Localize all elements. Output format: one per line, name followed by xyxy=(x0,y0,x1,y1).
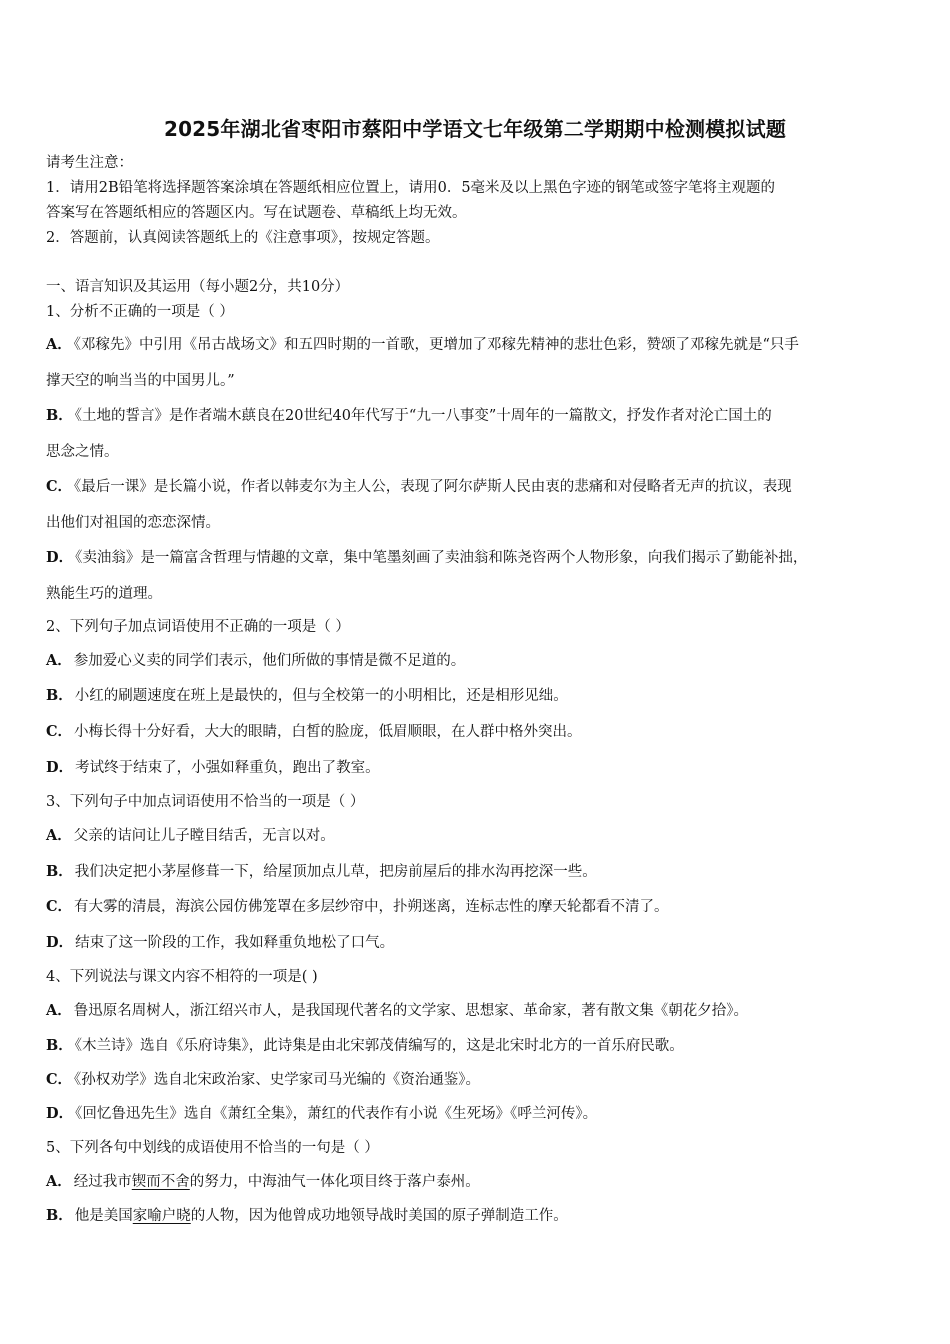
question-2-option-c xyxy=(46,722,582,742)
question-5-option-a xyxy=(46,1172,480,1192)
question-1-option-c xyxy=(46,477,792,497)
option-text: 结束了这一阶段的工作，我如释重负地松了口气。 xyxy=(75,935,395,951)
option-label: D． xyxy=(46,1105,74,1122)
underlined-idiom: 锲而不舍 xyxy=(131,1174,190,1190)
question-2-stem: 2、下列句子加点词语使用不正确的一项是（ ） xyxy=(46,619,350,635)
option-text: 参加爱心义卖的同学们表示，他们所做的事情是微不足道的。 xyxy=(73,653,466,669)
option-label: A． xyxy=(46,827,72,844)
question-2-option-a xyxy=(46,651,465,671)
option-label: D． xyxy=(46,934,74,951)
question-3-option-c xyxy=(46,897,669,917)
option-text: 《卖油翁》是一篇富含哲理与情趣的文章，集中笔墨刻画了卖油翁和陈尧咨两个人物形象，向我们揭示了勤能补拙， xyxy=(75,550,808,566)
option-text: 小红的刷题速度在班上是最快的，但与全校第一的小明相比，还是相形见绌。 xyxy=(74,688,568,704)
option-label: B． xyxy=(46,863,73,880)
option-text: 《木兰诗》选自《乐府诗集》，此诗集是由北宋郭茂倩编写的，这是北宋时北方的一首乐府民歌。 xyxy=(74,1038,684,1054)
option-label: A． xyxy=(46,1002,72,1019)
question-5-stem: 5、下列各句中划线的成语使用不恰当的一句是（ ） xyxy=(46,1140,379,1156)
option-text: 《邓稼先》中引用《吊古战场文》和五四时期的一首歌，更增加了邓稼先精神的悲壮色彩，赞颂了邓稼先就是“只手 xyxy=(73,337,799,353)
question-2-option-b xyxy=(46,686,568,706)
question-4-option-a xyxy=(46,1001,748,1021)
question-1-option-c-cont: 出他们对祖国的恋恋深情。 xyxy=(46,515,220,531)
question-4-option-d xyxy=(46,1104,597,1124)
question-1-option-b xyxy=(46,406,772,426)
option-label: A． xyxy=(46,652,72,669)
question-5-option-b xyxy=(46,1206,568,1226)
page-title: 2025年湖北省枣阳市蔡阳中学语文七年级第二学期期中检测模拟试题 xyxy=(163,117,787,141)
option-label: C． xyxy=(46,478,73,495)
option-text: 《回忆鲁迅先生》选自《萧红全集》，萧红的代表作有小说《生死场》《呼兰河传》。 xyxy=(75,1106,598,1122)
option-text: 《孙权劝学》选自北宋政治家、史学家司马光编的《资治通鉴》。 xyxy=(74,1072,481,1088)
question-1-option-a xyxy=(46,335,799,355)
option-label: D． xyxy=(46,549,74,566)
notice-item-1-line-1: 1．请用2B铅笔将选择题答案涂填在答题纸相应位置上，请用0．5毫米及以上黑色字迹的钢笔或签字笔将主观题的 xyxy=(46,180,776,196)
question-4-stem: 4、下列说法与课文内容不相符的一项是( ) xyxy=(46,969,318,985)
option-text-pre: 他是美国 xyxy=(74,1208,133,1224)
option-text-pre: 经过我市 xyxy=(73,1174,132,1190)
question-3-option-a xyxy=(46,826,335,846)
question-1-option-b-cont: 思念之情。 xyxy=(46,444,119,460)
question-2-option-d xyxy=(46,758,380,778)
option-text: 父亲的诘问让儿子瞠目结舌，无言以对。 xyxy=(73,828,335,844)
question-1-option-a-cont: 撑天空的响当当的中国男儿。” xyxy=(46,373,235,389)
option-label: A． xyxy=(46,336,72,353)
option-text: 有大雾的清晨，海滨公园仿佛笼罩在多层纱帘中，扑朔迷离，连标志性的摩天轮都看不清了。 xyxy=(74,899,669,915)
section-heading: 一、语言知识及其运用（每小题2分，共10分） xyxy=(46,279,350,295)
question-1-option-d xyxy=(46,548,807,568)
option-label: C． xyxy=(46,1071,73,1088)
option-label: B． xyxy=(46,1037,73,1054)
option-text: 《最后一课》是长篇小说，作者以韩麦尔为主人公，表现了阿尔萨斯人民由衷的悲痛和对侵略者无声的抗议，表现 xyxy=(74,479,792,495)
question-3-option-d xyxy=(46,933,394,953)
option-label: C． xyxy=(46,723,73,740)
question-4-option-b xyxy=(46,1036,684,1056)
question-4-option-c xyxy=(46,1070,480,1090)
question-1-stem: 1、分析不正确的一项是（ ） xyxy=(46,304,234,320)
option-text-post: 的人物，因为他曾成功地领导战时美国的原子弹制造工作。 xyxy=(190,1208,568,1224)
option-text: 考试终于结束了，小强如释重负，跑出了教室。 xyxy=(75,760,380,776)
option-text: 《土地的誓言》是作者端木蕻良在20世纪40年代写于“九一八事变”十周年的一篇散文，抒发作者对沦亡国土的 xyxy=(74,408,772,424)
option-text: 我们决定把小茅屋修葺一下，给屋顶加点儿草，把房前屋后的排水沟再挖深一些。 xyxy=(74,864,597,880)
question-1-option-d-cont: 熟能生巧的道理。 xyxy=(46,586,162,602)
option-label: C． xyxy=(46,898,73,915)
notice-item-1-line-2: 答案写在答题纸相应的答题区内。写在试题卷、草稿纸上均无效。 xyxy=(46,205,467,221)
question-3-stem: 3、下列句子中加点词语使用不恰当的一项是（ ） xyxy=(46,794,365,810)
question-3-option-b xyxy=(46,862,597,882)
option-label: A． xyxy=(46,1173,72,1190)
option-label: B． xyxy=(46,407,73,424)
option-label: D． xyxy=(46,759,74,776)
option-text: 小梅长得十分好看，大大的眼睛，白皙的脸庞，低眉顺眼，在人群中格外突出。 xyxy=(74,724,582,740)
option-label: B． xyxy=(46,687,73,704)
notice-heading: 请考生注意： xyxy=(46,155,133,171)
option-text: 鲁迅原名周树人，浙江绍兴市人，是我国现代著名的文学家、思想家、革命家，著有散文集《朝花夕拾》。 xyxy=(73,1003,749,1019)
underlined-idiom: 家喻户晓 xyxy=(132,1208,191,1224)
notice-item-2: 2．答题前，认真阅读答题纸上的《注意事项》，按规定答题。 xyxy=(46,230,440,246)
option-label: B． xyxy=(46,1207,73,1224)
option-text-post: 的努力，中海油气一体化项目终于落户泰州。 xyxy=(189,1174,480,1190)
